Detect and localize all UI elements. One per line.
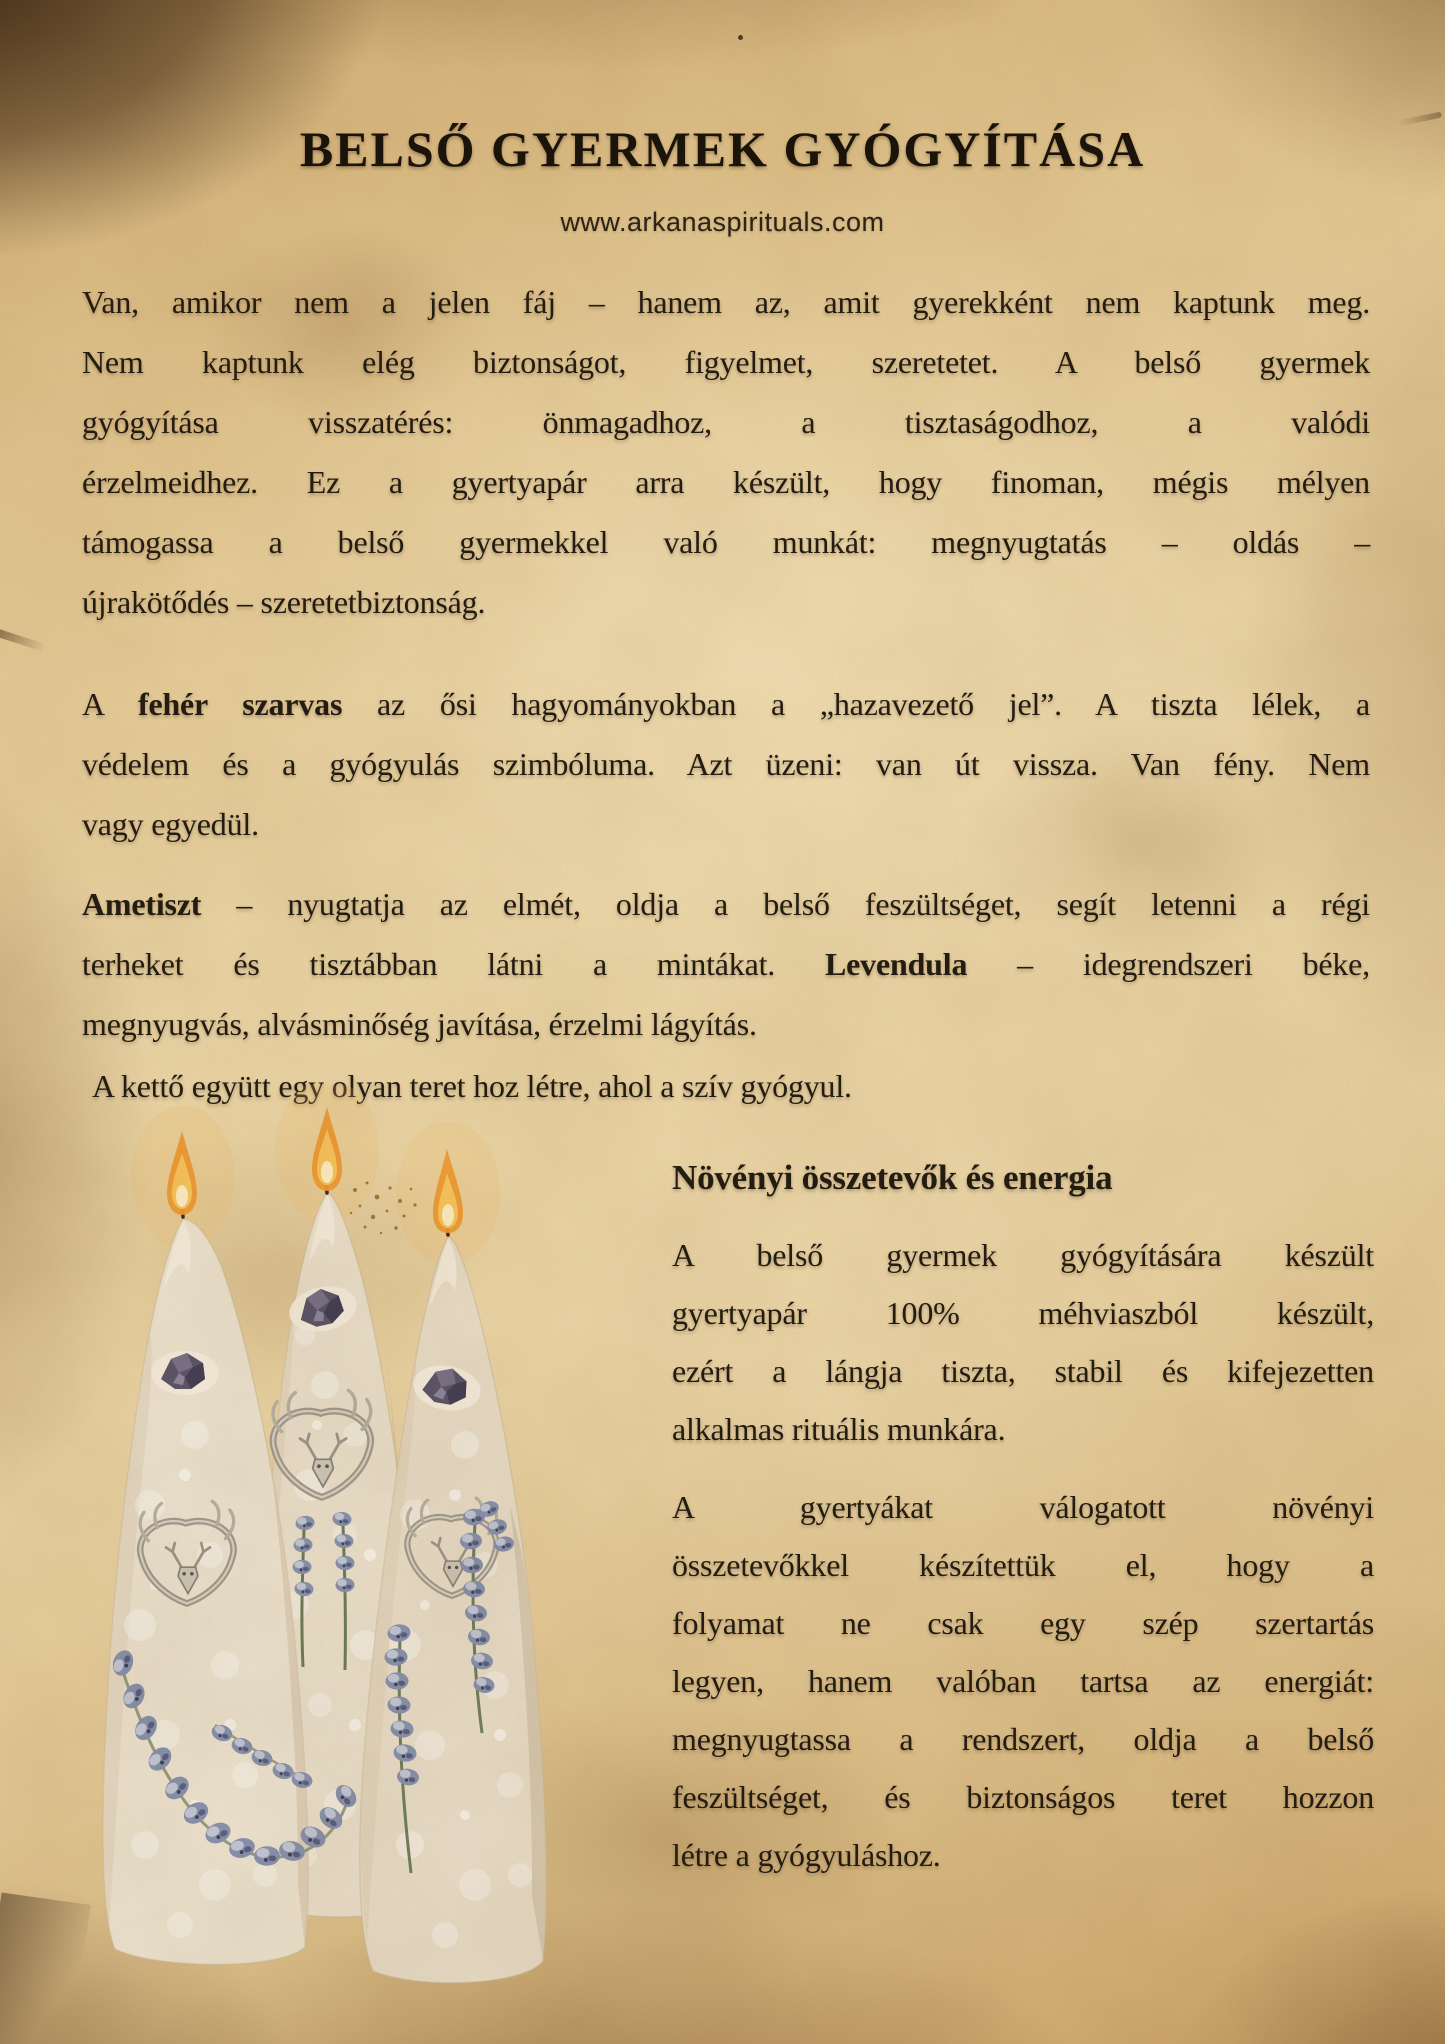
text-line: védelem és a gyógyulás szimbóluma. Azt üzeni: van út vissza. Van fény. Nem (82, 746, 1370, 782)
section-paragraph-1 (672, 1226, 1374, 1458)
page-title: BELSŐ GYERMEK GYÓGYÍTÁSA (299, 120, 1146, 177)
text-line: feszültséget, és biztonságos teret hozzon (672, 1779, 1374, 1815)
text-line: Nem kaptunk elég biztonságot, figyelmet, szeretetet. A belső gyermek (82, 344, 1370, 380)
text-line: újrakötődés – szeretetbiztonság. (82, 584, 486, 620)
text-line: alkalmas rituális munkára. (672, 1411, 1006, 1447)
section-heading: Növényi összetevők és energia (672, 1158, 1113, 1197)
text-line: Ametiszt – nyugtatja az elmét, oldja a belső feszültséget, segít letenni a régi (82, 886, 1370, 922)
text-line: támogassa a belső gyermekkel való munkát: megnyugtatás – oldás – (82, 524, 1370, 560)
text-line: A belső gyermek gyógyítására készült (672, 1237, 1374, 1273)
ink-speck (738, 35, 743, 40)
text-line: folyamat ne csak egy szép szertartás (672, 1605, 1374, 1641)
amethyst-stone (151, 1351, 219, 1395)
text-line: legyen, hanem valóban tartsa az energiát: (672, 1663, 1374, 1699)
text-line: gyógyítása visszatérés: önmagadhoz, a tisztaságodhoz, a valódi (82, 404, 1370, 440)
amethyst-lavender-paragraph (82, 874, 1370, 1054)
text-line: megnyugtassa a rendszert, oldja a belső (672, 1721, 1374, 1757)
white-stag-paragraph (82, 674, 1370, 854)
section-paragraph-2 (672, 1478, 1374, 1884)
text-line: A fehér szarvas az ősi hagyományokban a „hazavezető jel”. A tiszta lélek, a (82, 686, 1370, 722)
text-line: érzelmeidhez. Ez a gyertyapár arra készült, hogy finoman, mégis mélyen (82, 464, 1370, 500)
text-line: A gyertyákat válogatott növényi (672, 1489, 1374, 1525)
text-line: vagy egyedül. (82, 806, 259, 842)
together-line: A kettő együtt egy olyan teret hoz létre, ahol a szív gyógyul. (92, 1068, 852, 1104)
text-line: összetevőkkel készítettük el, hogy a (672, 1547, 1374, 1583)
text-line: megnyugvás, alvásminőség javítása, érzelmi lágyítás. (82, 1006, 757, 1042)
website-url: www.arkanaspirituals.com (560, 207, 885, 237)
text-line: létre a gyógyuláshoz. (672, 1837, 941, 1873)
text-line: terheket és tisztábban látni a mintákat. Levendula – idegrendszeri béke, (82, 946, 1370, 982)
text-line: ezért a lángja tiszta, stabil és kifejezetten (672, 1353, 1374, 1389)
candles-photo (55, 1085, 560, 1990)
candle-right (360, 1237, 546, 1983)
parchment-crease-left (0, 628, 46, 652)
text-line: gyertyapár 100% méhviaszból készült, (672, 1295, 1374, 1331)
intro-paragraph (82, 272, 1370, 632)
text-line: Van, amikor nem a jelen fáj – hanem az, amit gyerekként nem kaptunk meg. (82, 284, 1370, 320)
